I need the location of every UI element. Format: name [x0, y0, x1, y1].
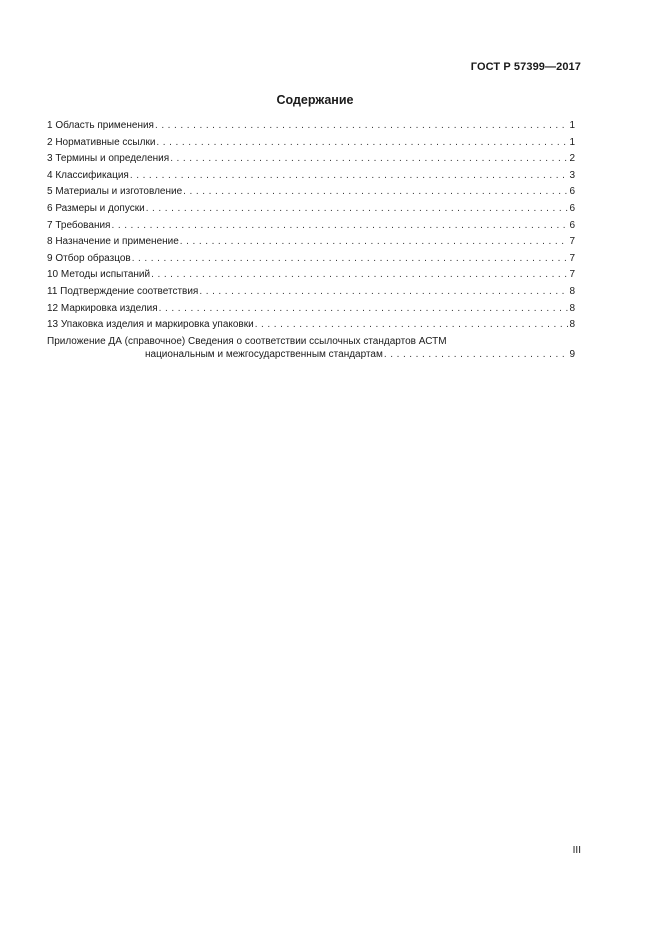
toc-item-page: 6: [569, 202, 575, 214]
toc-item[interactable]: [47, 137, 575, 154]
toc-item-page: 2: [569, 153, 575, 165]
toc-item-label: 7 Требования: [47, 219, 111, 231]
toc-item-page: 3: [569, 169, 575, 181]
toc-leader-dots: [170, 153, 568, 165]
toc-item-page: 8: [569, 302, 575, 314]
toc-appendix-page: 9: [569, 348, 575, 360]
toc-item[interactable]: [47, 319, 575, 336]
toc-item-page: 7: [569, 269, 575, 281]
toc-item-page: 1: [569, 136, 575, 148]
toc-item[interactable]: [47, 186, 575, 203]
toc-item[interactable]: [47, 203, 575, 220]
toc-item[interactable]: [47, 303, 575, 320]
toc-item[interactable]: [47, 220, 575, 237]
toc-item-label: 3 Термины и определения: [47, 153, 170, 165]
toc-leader-dots: [384, 349, 569, 361]
toc-item-page: 1: [569, 120, 575, 131]
toc-leader-dots: [180, 236, 569, 248]
toc-title: Содержание: [276, 93, 354, 107]
table-of-contents: [47, 120, 575, 361]
toc-leader-dots: [155, 120, 568, 132]
toc-item-label: 10 Методы испытаний: [47, 269, 151, 281]
toc-leader-dots: [255, 319, 569, 331]
toc-item-label: 8 Назначение и применение: [47, 236, 179, 248]
toc-item[interactable]: [47, 153, 575, 170]
toc-leader-dots: [159, 303, 569, 315]
toc-item-label: 2 Нормативные ссылки: [47, 136, 156, 148]
toc-item[interactable]: [47, 253, 575, 270]
toc-appendix-continuation: [47, 349, 575, 361]
toc-item-label: 9 Отбор образцов: [47, 252, 131, 264]
toc-leader-dots: [151, 269, 568, 281]
toc-item-label: 1 Область применения: [47, 120, 154, 131]
toc-item-page: 7: [569, 252, 575, 264]
toc-item-page: 8: [569, 319, 575, 331]
toc-leader-dots: [111, 220, 568, 232]
toc-item[interactable]: [47, 236, 575, 253]
toc-item-label: 4 Классификация: [47, 169, 129, 181]
toc-item-label: 5 Материалы и изготовление: [47, 186, 183, 198]
toc-item-page: 8: [569, 285, 575, 297]
toc-item-page: 6: [569, 219, 575, 231]
toc-item-label: 12 Маркировка изделия: [47, 302, 158, 314]
toc-appendix-item[interactable]: [47, 336, 575, 361]
toc-appendix-label: национальным и межгосударственным стандартам: [145, 348, 383, 360]
toc-leader-dots: [156, 137, 568, 149]
toc-item-label: 13 Упаковка изделия и маркировка упаковки: [47, 319, 254, 331]
document-standard-number: ГОСТ Р 57399—2017: [470, 61, 581, 73]
toc-leader-dots: [132, 253, 569, 265]
toc-leader-dots: [183, 186, 568, 198]
toc-leader-dots: [130, 170, 569, 182]
toc-item[interactable]: [47, 286, 575, 303]
toc-item-page: 6: [569, 186, 575, 198]
toc-leader-dots: [199, 286, 568, 298]
toc-item[interactable]: [47, 170, 575, 187]
page-number: III: [572, 845, 581, 856]
toc-item-label: 6 Размеры и допуски: [47, 202, 145, 214]
toc-item-page: 7: [569, 236, 575, 248]
toc-leader-dots: [146, 203, 569, 215]
toc-item[interactable]: [47, 120, 575, 137]
toc-item[interactable]: [47, 269, 575, 286]
toc-appendix-title: Приложение ДА (справочное) Сведения о соответствии ссылочных стандартов АСТМ: [47, 335, 447, 347]
toc-item-label: 11 Подтверждение соответствия: [47, 285, 199, 297]
